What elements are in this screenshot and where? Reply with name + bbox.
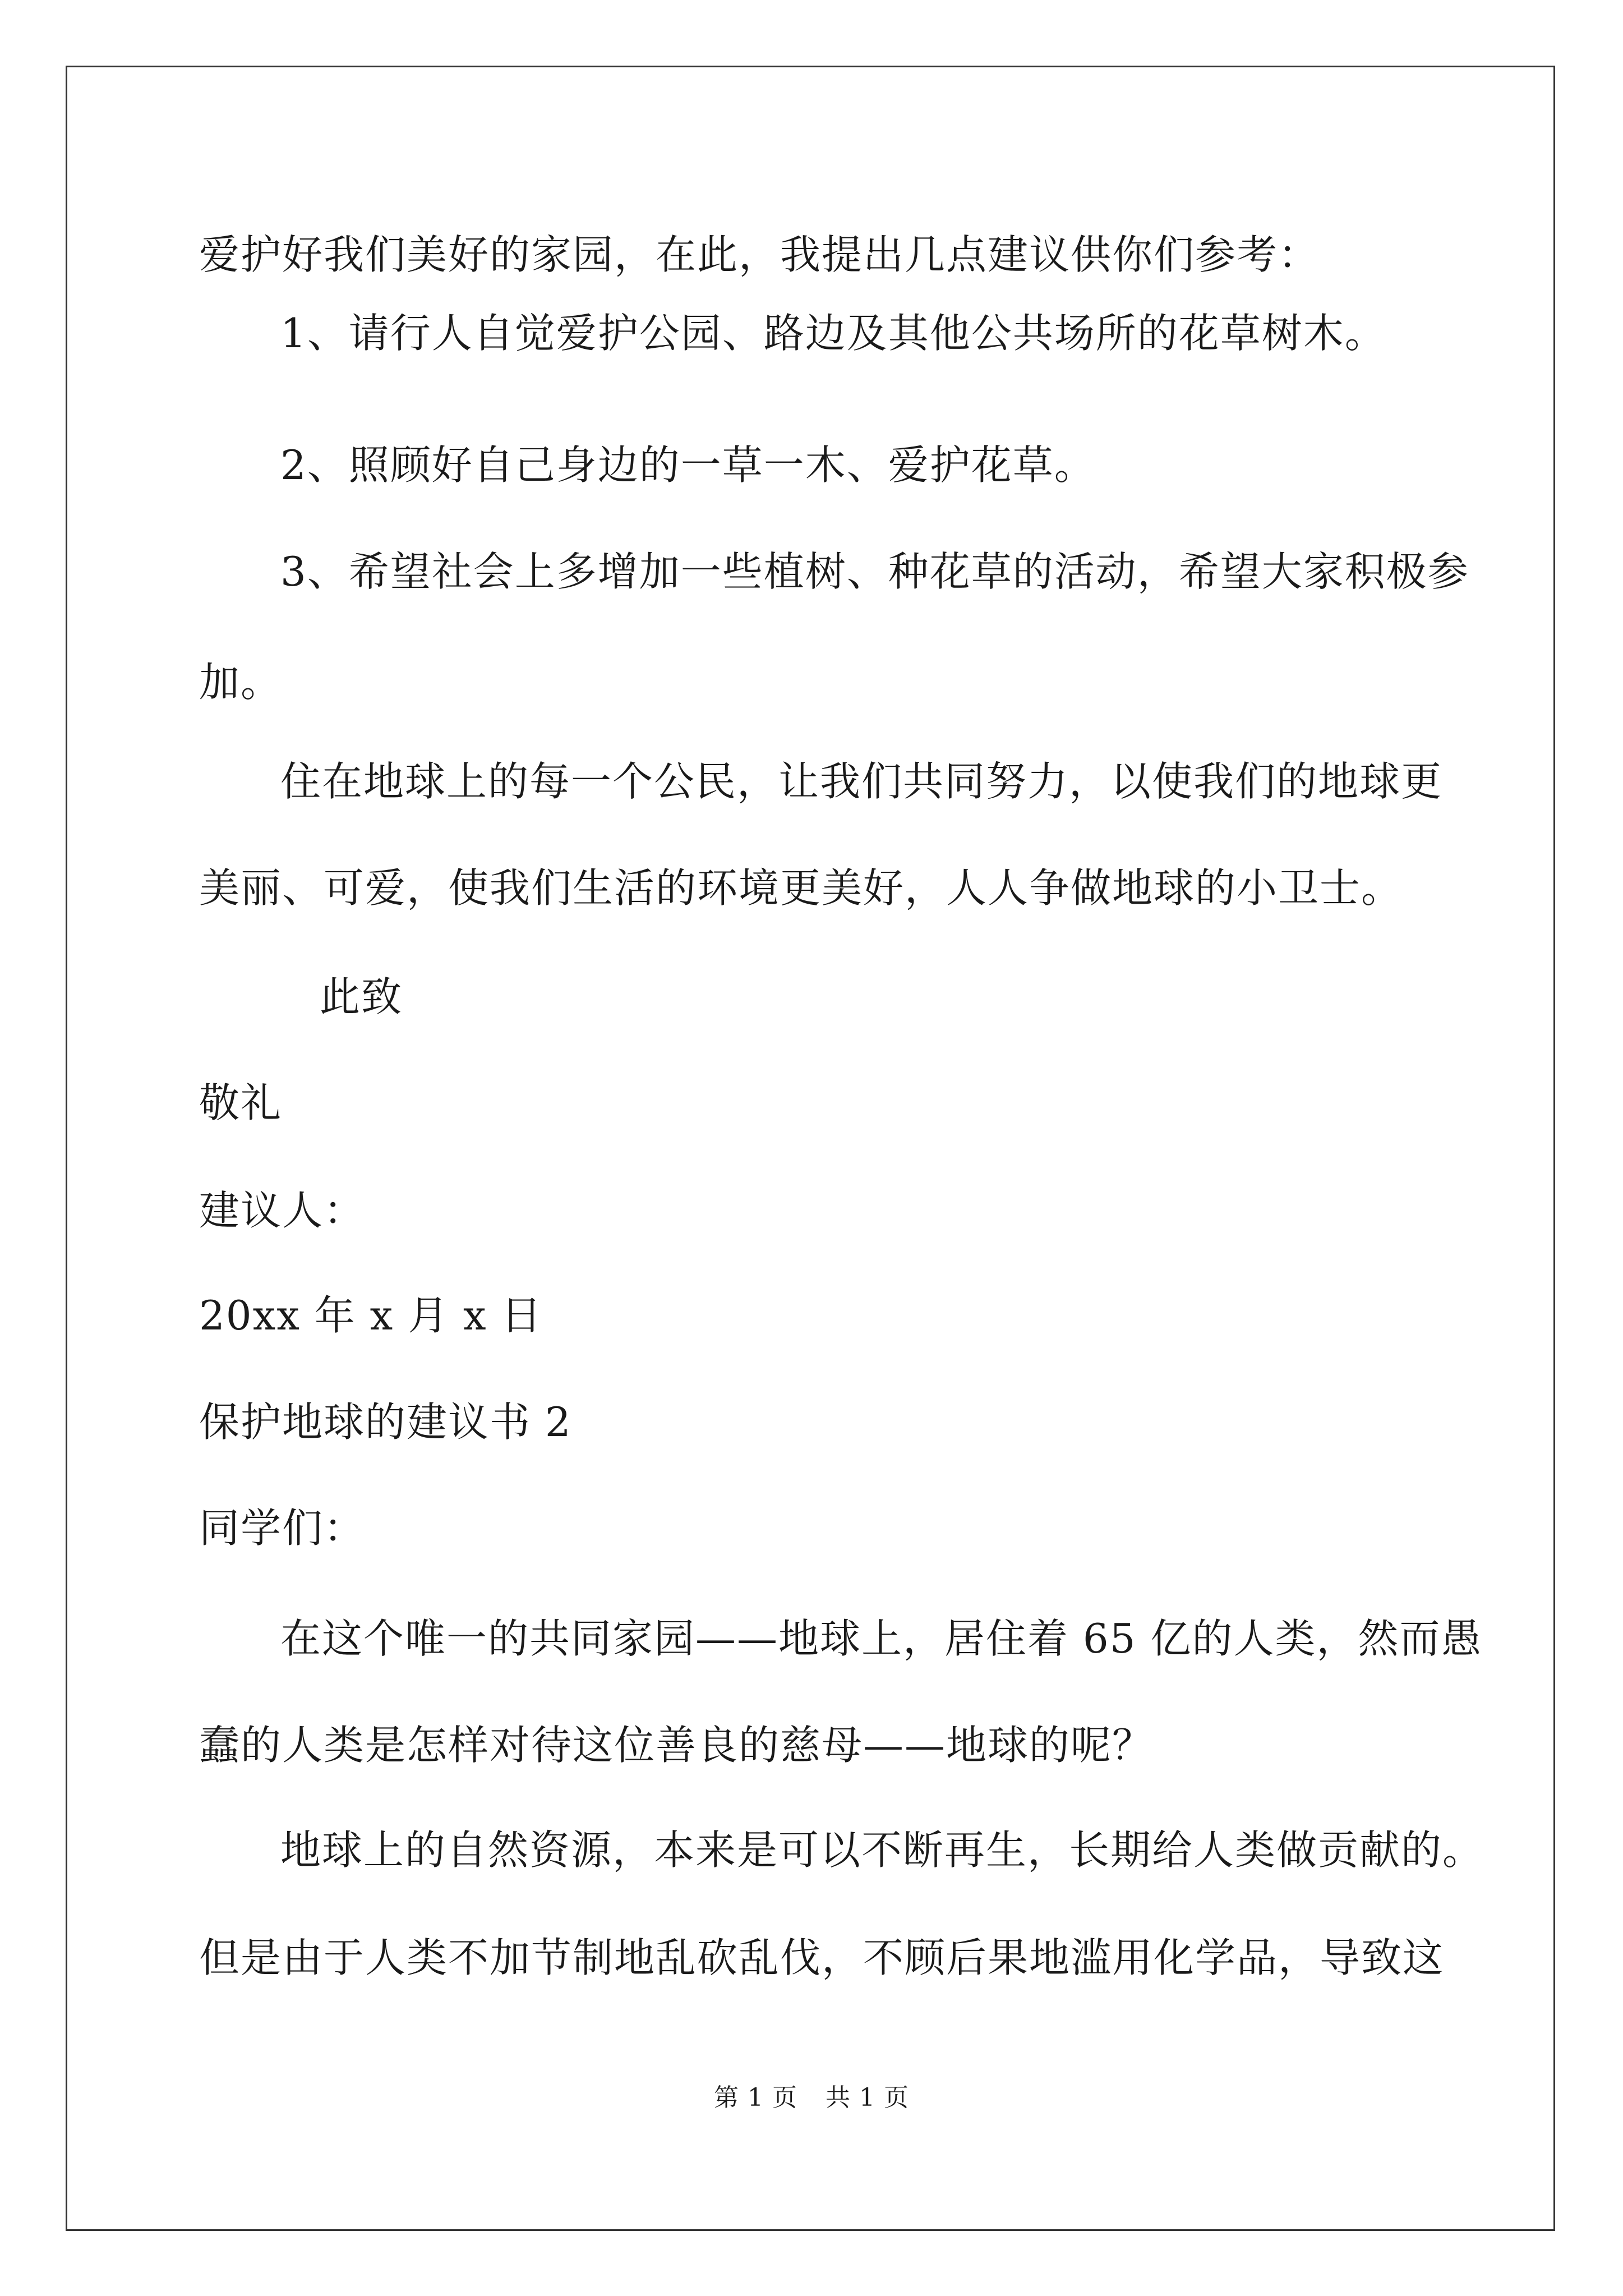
paragraph-line: 加。 — [199, 659, 283, 706]
page-border — [66, 66, 1555, 2231]
signature-label: 建议人： — [199, 1187, 366, 1234]
closing-regards: 敬礼 — [199, 1079, 283, 1126]
page-footer — [0, 2081, 1623, 2115]
section-title: 保护地球的建议书 2 — [199, 1398, 572, 1446]
closing-salutation: 此致 — [320, 973, 403, 1020]
paragraph-line: 在这个唯一的共同家园——地球上，居住着 65 亿的人类，然而愚 — [280, 1615, 1483, 1662]
greeting: 同学们： — [199, 1504, 366, 1552]
suggestion-item-3: 3、希望社会上多增加一些植树、种花草的活动，希望大家积极参 — [280, 548, 1469, 595]
suggestion-item-1: 1、请行人自觉爱护公园、路边及其他公共场所的花草树木。 — [280, 310, 1386, 357]
paragraph-line: 但是由于人类不加节制地乱砍乱伐，不顾后果地滥用化学品，导致这 — [199, 1934, 1445, 1981]
paragraph-line: 住在地球上的每一个公民，让我们共同努力，以使我们的地球更 — [280, 758, 1443, 805]
paragraph-line: 爱护好我们美好的家园，在此，我提出几点建议供你们参考： — [199, 231, 1320, 278]
paragraph-line: 地球上的自然资源，本来是可以不断再生，长期给人类做贡献的。 — [280, 1826, 1484, 1874]
date-line: 20xx 年 x 月 x 日 — [199, 1292, 543, 1339]
suggestion-item-2: 2、照顾好自己身边的一草一木、爱护花草。 — [280, 441, 1096, 489]
page-total: 共 1 页 — [826, 2083, 909, 2112]
paragraph-line: 蠢的人类是怎样对待这位善良的慈母——地球的呢？ — [199, 1722, 1154, 1769]
paragraph-line: 美丽、可爱，使我们生活的环境更美好，人人争做地球的小卫士。 — [199, 864, 1403, 912]
page-number: 第 1 页 — [714, 2083, 797, 2112]
